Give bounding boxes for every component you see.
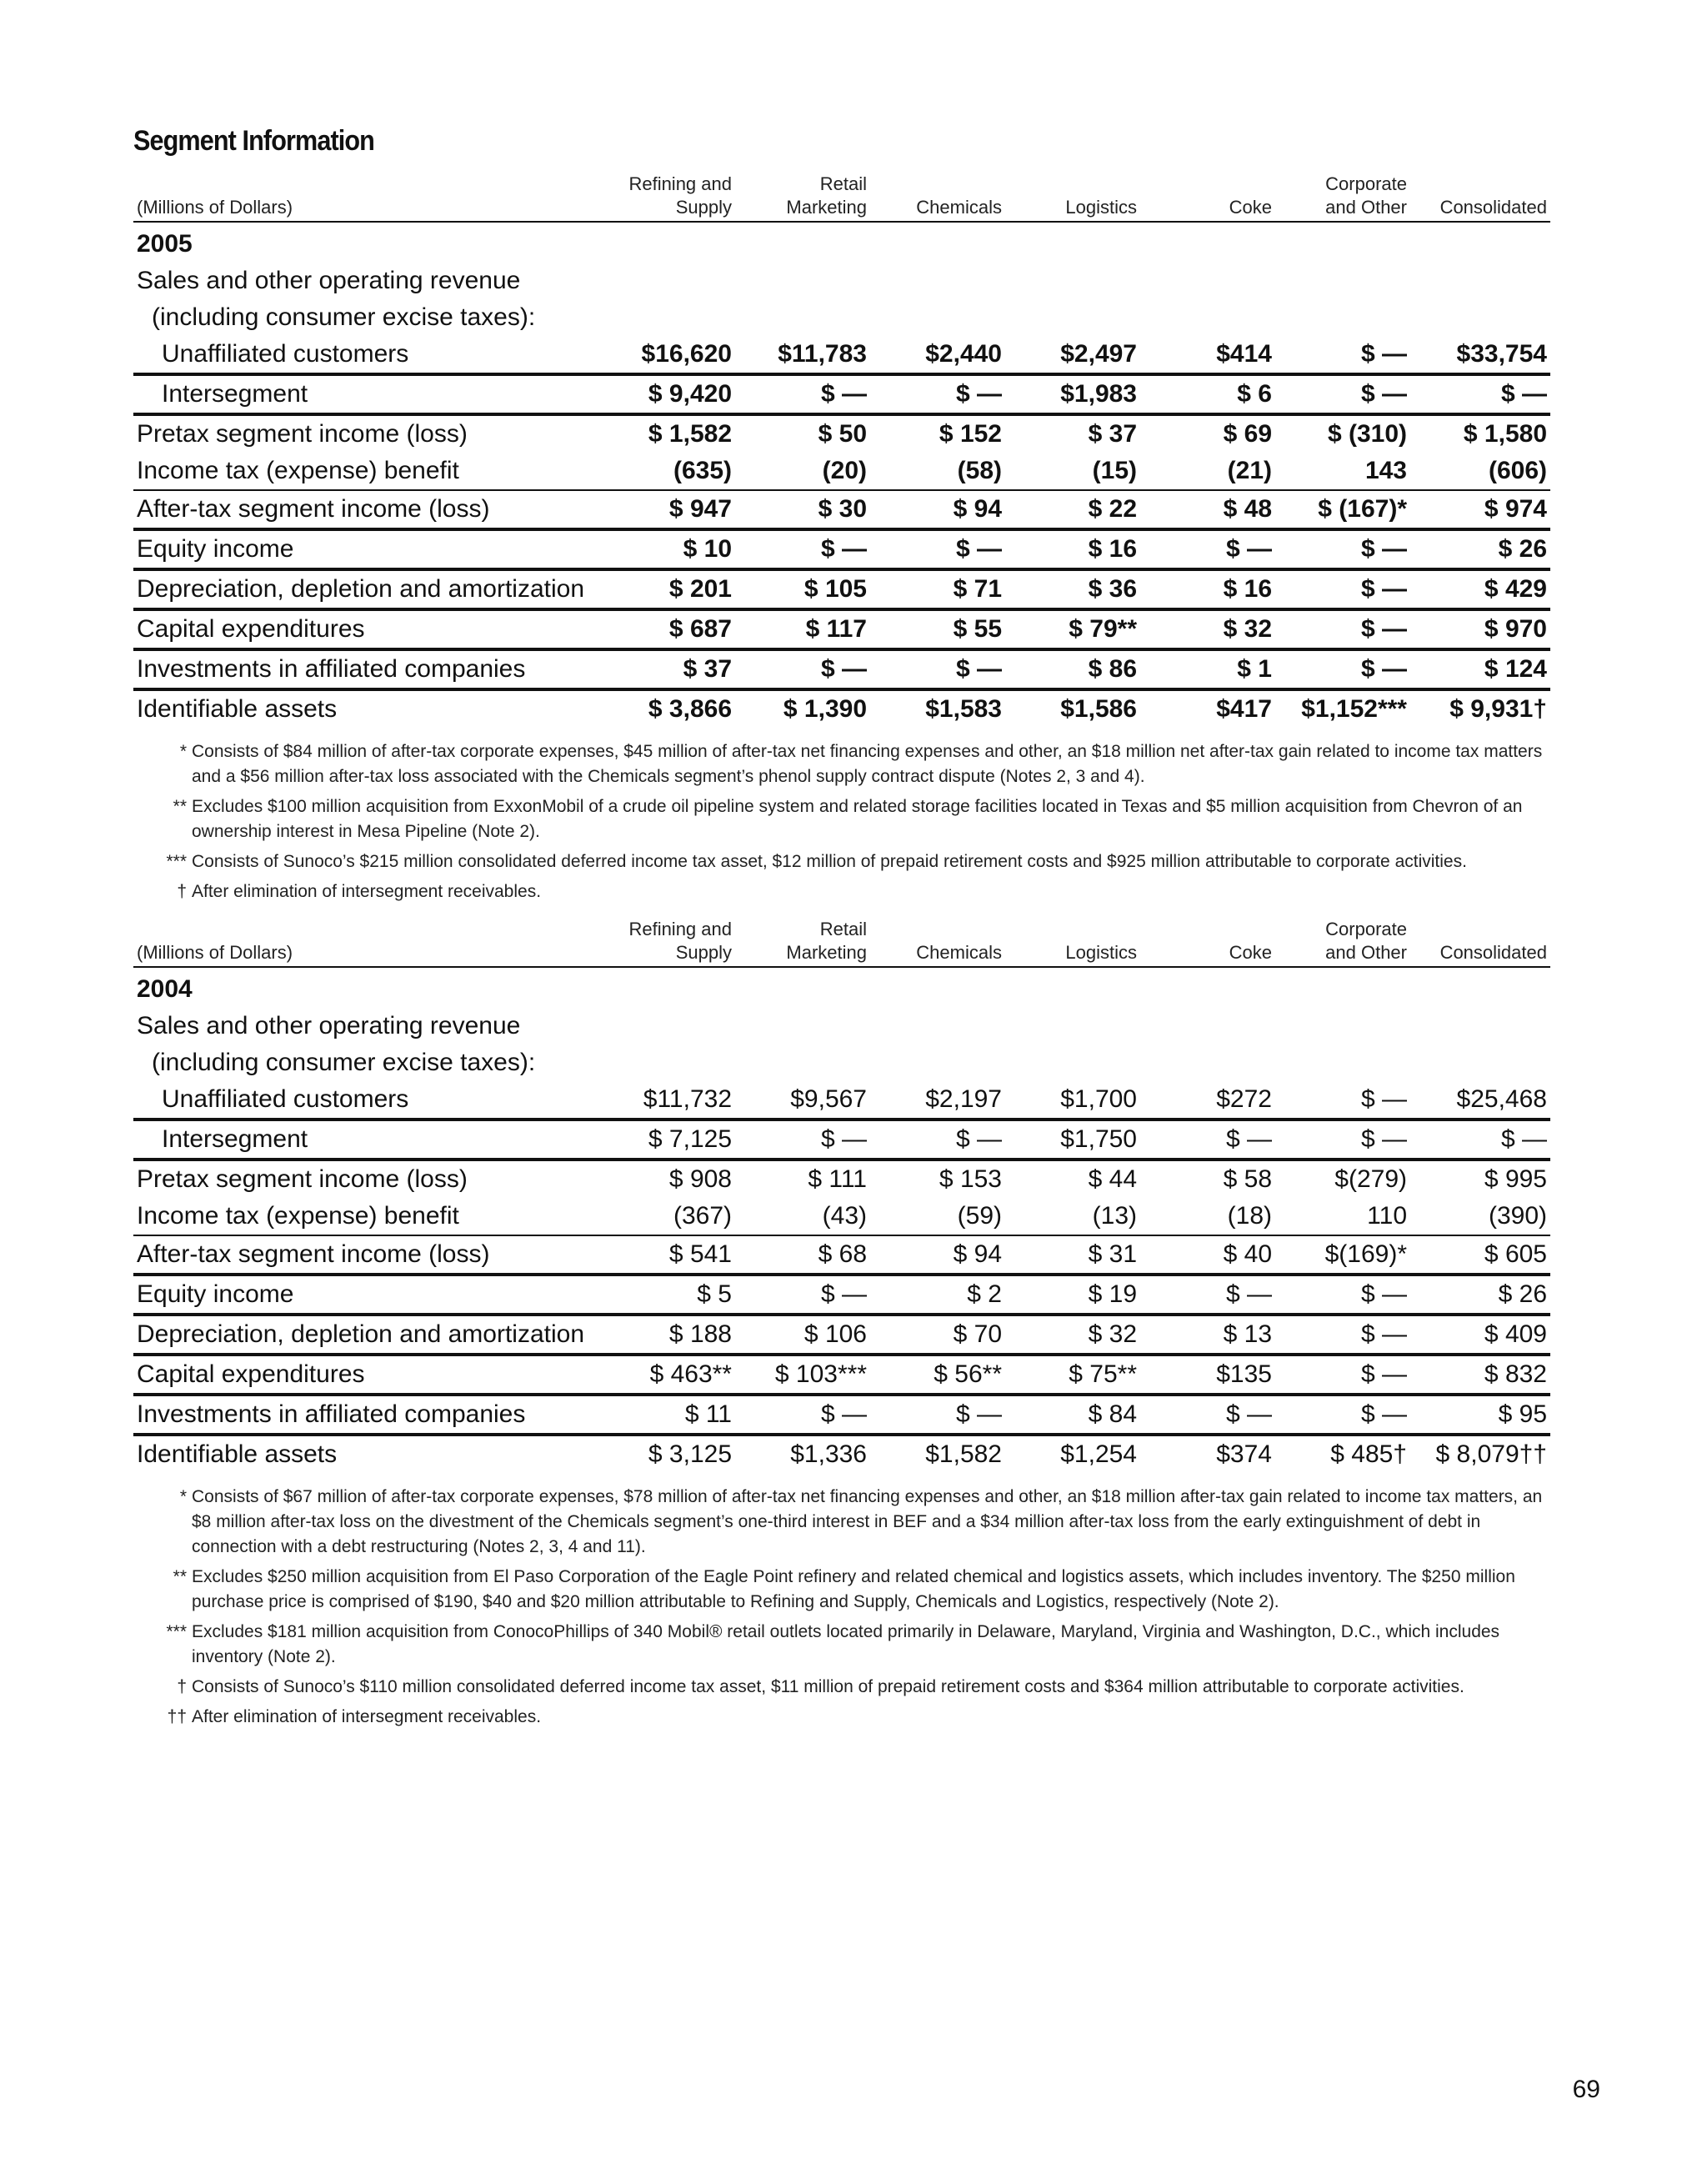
footnote-marker: † bbox=[177, 1677, 187, 1696]
cell-value: $ — bbox=[870, 374, 1005, 414]
cell-value: $ 832 bbox=[1410, 1355, 1550, 1395]
row-label: Pretax segment income (loss) bbox=[133, 414, 600, 453]
cell-value: $ — bbox=[870, 649, 1005, 689]
col-refining-supply: Refining and Supply bbox=[600, 918, 735, 967]
page-title: Segment Information bbox=[133, 125, 374, 157]
cell-value: $ 86 bbox=[1005, 649, 1140, 689]
cell-value: $1,336 bbox=[735, 1435, 870, 1473]
cell-value: $ 56** bbox=[870, 1355, 1005, 1395]
cell-value: $ 58 bbox=[1140, 1160, 1275, 1198]
cell-value: 143 bbox=[1364, 457, 1407, 484]
unit-header: (Millions of Dollars) bbox=[133, 173, 600, 222]
row-label: Capital expenditures bbox=[133, 1355, 600, 1395]
cell-value: $ 9,420 bbox=[600, 374, 735, 414]
year-label: 2005 bbox=[137, 230, 193, 258]
col-chemicals: Chemicals bbox=[870, 173, 1005, 222]
cell-value: $ 19 bbox=[1005, 1275, 1140, 1315]
cell-value: $1,152*** bbox=[1275, 689, 1410, 728]
footnote bbox=[158, 739, 1550, 789]
cell-value: $ — bbox=[735, 1120, 870, 1160]
cell-value: $2,197 bbox=[925, 1085, 1002, 1113]
cell-value: $1,583 bbox=[870, 689, 1005, 728]
footnote-marker: ** bbox=[173, 1567, 187, 1586]
footnote bbox=[158, 794, 1550, 844]
cell-value: $ 1 bbox=[1140, 649, 1275, 689]
cell-value: $ 50 bbox=[735, 414, 870, 453]
cell-value: (15) bbox=[1092, 457, 1137, 484]
cell-value: (13) bbox=[1092, 1202, 1137, 1230]
row-label: Income tax (expense) benefit bbox=[137, 457, 459, 484]
cell-value: $ — bbox=[1275, 1355, 1410, 1395]
cell-value: $ 6 bbox=[1140, 374, 1275, 414]
cell-value: $9,567 bbox=[790, 1085, 867, 1113]
cell-value: $33,754 bbox=[1456, 340, 1547, 368]
cell-value: $1,254 bbox=[1005, 1435, 1140, 1473]
cell-value: $ 153 bbox=[870, 1160, 1005, 1198]
col-logistics: Logistics bbox=[1005, 173, 1140, 222]
segment-table-2004 bbox=[133, 918, 1550, 1473]
cell-value: $ 463** bbox=[600, 1355, 735, 1395]
cell-value: $ 106 bbox=[735, 1315, 870, 1355]
row-label: Unaffiliated customers bbox=[162, 340, 409, 368]
cell-value: $ 1,582 bbox=[600, 414, 735, 453]
cell-value: $ 30 bbox=[735, 490, 870, 529]
cell-value: $ 970 bbox=[1410, 609, 1550, 649]
row-label: Depreciation, depletion and amortization bbox=[133, 569, 600, 609]
table-row bbox=[133, 1198, 1550, 1235]
table-row bbox=[133, 1395, 1550, 1435]
col-logistics: Logistics bbox=[1005, 918, 1140, 967]
cell-value: $ — bbox=[735, 1275, 870, 1315]
table-row bbox=[133, 453, 1550, 490]
cell-value: $ 687 bbox=[600, 609, 735, 649]
cell-value: $ 8,079†† bbox=[1410, 1435, 1550, 1473]
cell-value: $ 37 bbox=[1005, 414, 1140, 453]
col-consolidated: Consolidated bbox=[1410, 918, 1550, 967]
cell-value: $ 3,125 bbox=[600, 1435, 735, 1473]
cell-value: (390) bbox=[1488, 1202, 1547, 1230]
cell-value: $2,497 bbox=[1060, 340, 1137, 368]
cell-value: $ 485† bbox=[1275, 1435, 1410, 1473]
col-refining-supply: Refining and Supply bbox=[600, 173, 735, 222]
sales-label-line1: Sales and other operating revenue bbox=[137, 267, 521, 294]
cell-value: $417 bbox=[1140, 689, 1275, 728]
cell-value: $ 9,931† bbox=[1410, 689, 1550, 728]
cell-value: $ 55 bbox=[870, 609, 1005, 649]
cell-value: $ 117 bbox=[735, 609, 870, 649]
cell-value: $ 429 bbox=[1410, 569, 1550, 609]
table-row bbox=[133, 1355, 1550, 1395]
cell-value: (367) bbox=[673, 1202, 732, 1230]
cell-value: $ 111 bbox=[735, 1160, 870, 1198]
cell-value: $ 69 bbox=[1140, 414, 1275, 453]
cell-value: $(279) bbox=[1275, 1160, 1410, 1198]
footnote-text: Consists of Sunoco’s $215 million consolidated deferred income tax asset, $12 million of prepaid retirement costs and $925 million attributable to corporate activities. bbox=[192, 852, 1467, 871]
table-row bbox=[133, 490, 1550, 529]
footnote bbox=[158, 1565, 1550, 1615]
table-row bbox=[133, 649, 1550, 689]
sales-label-line1: Sales and other operating revenue bbox=[137, 1012, 521, 1039]
footnote bbox=[158, 1620, 1550, 1670]
cell-value: $ 995 bbox=[1410, 1160, 1550, 1198]
cell-value: $ 37 bbox=[600, 649, 735, 689]
cell-value: $ — bbox=[1140, 529, 1275, 569]
footnote-marker: * bbox=[179, 742, 187, 761]
table-row bbox=[133, 1315, 1550, 1355]
row-label: Depreciation, depletion and amortization bbox=[133, 1315, 600, 1355]
row-label: Intersegment bbox=[133, 374, 600, 414]
cell-value: 110 bbox=[1367, 1202, 1407, 1230]
cell-value: $ 84 bbox=[1005, 1395, 1140, 1435]
cell-value: $135 bbox=[1140, 1355, 1275, 1395]
footnote-text: Consists of $84 million of after-tax corporate expenses, $45 million of after-tax net financing expenses and other, an $18 million net after-tax gain related to income tax matters and a $56 million after-tax loss associated with the Chemicals segment’s phenol supply contract dispute (Notes 2, 3 and 4). bbox=[192, 742, 1543, 786]
footnote-text: Excludes $250 million acquisition from El Paso Corporation of the Eagle Point refinery and related chemical and logistics assets, which includes inventory. The $250 million purchase price is comprised of $190, $40 and $20 million attributable to Refining and Supply, Chemicals and Logistics, respectively (Note 2). bbox=[192, 1567, 1515, 1611]
cell-value: $ 13 bbox=[1140, 1315, 1275, 1355]
table-row bbox=[133, 609, 1550, 649]
cell-value: $ 22 bbox=[1005, 490, 1140, 529]
cell-value: (635) bbox=[673, 457, 732, 484]
table-row bbox=[133, 1120, 1550, 1160]
cell-value: $ — bbox=[870, 529, 1005, 569]
cell-value: $11,783 bbox=[778, 340, 867, 368]
cell-value: $ — bbox=[1275, 1120, 1410, 1160]
cell-value: $414 bbox=[1216, 340, 1272, 368]
cell-value: $ 71 bbox=[870, 569, 1005, 609]
footnote-marker: †† bbox=[167, 1707, 187, 1726]
cell-value: $ 75** bbox=[1005, 1355, 1140, 1395]
cell-value: $ — bbox=[1360, 1085, 1407, 1113]
sales-label-line2: (including consumer excise taxes): bbox=[152, 303, 536, 331]
cell-value: $ — bbox=[1140, 1395, 1275, 1435]
row-label: Income tax (expense) benefit bbox=[137, 1202, 459, 1230]
segment-table-2005 bbox=[133, 173, 1550, 728]
cell-value: $ 26 bbox=[1410, 1275, 1550, 1315]
table-row bbox=[133, 529, 1550, 569]
footnote-marker: ** bbox=[173, 797, 187, 816]
footnote-text: Consists of $67 million of after-tax corporate expenses, $78 million of after-tax net financing expenses and other, an $18 million after-tax gain related to income tax matters, an $8 million after-tax loss on the divestment of the Chemicals segment’s one-third interest in BEF and a $34 million after-tax loss from the early extinguishment of debt in connection with a debt restructuring (Notes 2, 3, 4 and 11). bbox=[192, 1487, 1543, 1556]
row-label: Intersegment bbox=[133, 1120, 600, 1160]
cell-value: $ — bbox=[1360, 340, 1407, 368]
cell-value: $(169)* bbox=[1275, 1235, 1410, 1275]
cell-value: $ — bbox=[1410, 374, 1550, 414]
cell-value: $ 48 bbox=[1140, 490, 1275, 529]
cell-value: $ — bbox=[1275, 569, 1410, 609]
cell-value: $272 bbox=[1216, 1085, 1272, 1113]
cell-value: $ 5 bbox=[600, 1275, 735, 1315]
cell-value: $ — bbox=[870, 1395, 1005, 1435]
cell-value: $ 974 bbox=[1410, 490, 1550, 529]
cell-value: (18) bbox=[1227, 1202, 1272, 1230]
cell-value: $2,440 bbox=[925, 340, 1002, 368]
cell-value: $ 40 bbox=[1140, 1235, 1275, 1275]
cell-value: $1,983 bbox=[1005, 374, 1140, 414]
cell-value: $ — bbox=[870, 1120, 1005, 1160]
cell-value: $ — bbox=[1275, 1315, 1410, 1355]
col-consolidated: Consolidated bbox=[1410, 173, 1550, 222]
segment-information-page bbox=[133, 125, 1550, 1743]
cell-value: $ 105 bbox=[735, 569, 870, 609]
cell-value: $ 201 bbox=[600, 569, 735, 609]
cell-value: $ — bbox=[1410, 1120, 1550, 1160]
cell-value: (20) bbox=[822, 457, 867, 484]
table-row bbox=[133, 1160, 1550, 1198]
footnote-text: Excludes $181 million acquisition from ConocoPhillips of 340 Mobil® retail outlets located primarily in Delaware, Maryland, Virginia and Washington, D.C., which includes inventory (Note 2). bbox=[192, 1622, 1500, 1666]
cell-value: $ 605 bbox=[1410, 1235, 1550, 1275]
unit-header: (Millions of Dollars) bbox=[133, 918, 600, 967]
cell-value: $374 bbox=[1140, 1435, 1275, 1473]
cell-value: $ 124 bbox=[1410, 649, 1550, 689]
col-coke: Coke bbox=[1140, 918, 1275, 967]
cell-value: $ — bbox=[1140, 1120, 1275, 1160]
table-row bbox=[133, 1235, 1550, 1275]
cell-value: $ — bbox=[735, 649, 870, 689]
cell-value: $ 44 bbox=[1005, 1160, 1140, 1198]
cell-value: $ — bbox=[1275, 1275, 1410, 1315]
table-row bbox=[133, 1081, 1550, 1120]
cell-value: $ 32 bbox=[1005, 1315, 1140, 1355]
cell-value: $ 94 bbox=[870, 490, 1005, 529]
row-label: Equity income bbox=[133, 1275, 600, 1315]
row-label: Equity income bbox=[133, 529, 600, 569]
table-row bbox=[133, 689, 1550, 728]
cell-value: $ — bbox=[1275, 649, 1410, 689]
cell-value: $ 16 bbox=[1140, 569, 1275, 609]
row-label: Investments in affiliated companies bbox=[133, 649, 600, 689]
cell-value: $ 947 bbox=[600, 490, 735, 529]
cell-value: $ (310) bbox=[1275, 414, 1410, 453]
cell-value: $ 79** bbox=[1005, 609, 1140, 649]
cell-value: $ 409 bbox=[1410, 1315, 1550, 1355]
col-retail-marketing: Retail Marketing bbox=[735, 173, 870, 222]
cell-value: $ — bbox=[1275, 609, 1410, 649]
cell-value: $ (167)* bbox=[1275, 490, 1410, 529]
cell-value: $ 908 bbox=[600, 1160, 735, 1198]
cell-value: $ 152 bbox=[870, 414, 1005, 453]
footnote bbox=[158, 1675, 1550, 1700]
footnote bbox=[158, 1705, 1550, 1730]
table-row bbox=[133, 1435, 1550, 1473]
cell-value: $1,700 bbox=[1060, 1085, 1137, 1113]
table-row bbox=[133, 569, 1550, 609]
column-header-row bbox=[133, 173, 1550, 222]
cell-value: $ 94 bbox=[870, 1235, 1005, 1275]
page-number: 69 bbox=[1572, 2076, 1600, 2103]
row-label: After-tax segment income (loss) bbox=[133, 490, 600, 529]
row-label: Identifiable assets bbox=[133, 689, 600, 728]
footnote-marker: † bbox=[177, 882, 187, 901]
cell-value: $ — bbox=[735, 529, 870, 569]
cell-value: (606) bbox=[1488, 457, 1547, 484]
footnote bbox=[158, 1485, 1550, 1560]
cell-value: $ 7,125 bbox=[600, 1120, 735, 1160]
cell-value: $ — bbox=[735, 1395, 870, 1435]
cell-value: $1,750 bbox=[1005, 1120, 1140, 1160]
cell-value: $11,732 bbox=[643, 1085, 732, 1113]
row-label: After-tax segment income (loss) bbox=[133, 1235, 600, 1275]
column-header-row bbox=[133, 918, 1550, 967]
cell-value: $ — bbox=[735, 374, 870, 414]
table-row bbox=[133, 374, 1550, 414]
footnote-marker: *** bbox=[166, 852, 187, 871]
cell-value: $16,620 bbox=[641, 340, 732, 368]
cell-value: $ 95 bbox=[1410, 1395, 1550, 1435]
footnote bbox=[158, 879, 1550, 904]
footnote-text: Consists of Sunoco’s $110 million consolidated deferred income tax asset, $11 million of prepaid retirement costs and $364 million attributable to corporate activities. bbox=[192, 1677, 1464, 1696]
cell-value: $ 2 bbox=[870, 1275, 1005, 1315]
cell-value: (43) bbox=[822, 1202, 867, 1230]
cell-value: $ — bbox=[1275, 374, 1410, 414]
footnote-text: Excludes $100 million acquisition from ExxonMobil of a crude oil pipeline system and related storage facilities located in Texas and $5 million acquisition from Chevron of an ownership interest in Mesa Pipeline (Note 2). bbox=[192, 797, 1523, 841]
cell-value: $ 26 bbox=[1410, 529, 1550, 569]
cell-value: $ — bbox=[1275, 1395, 1410, 1435]
cell-value: $ 10 bbox=[600, 529, 735, 569]
cell-value: $ — bbox=[1275, 529, 1410, 569]
cell-value: $25,468 bbox=[1456, 1085, 1547, 1113]
cell-value: (21) bbox=[1227, 457, 1272, 484]
col-chemicals: Chemicals bbox=[870, 918, 1005, 967]
footnotes-2004 bbox=[133, 1485, 1550, 1730]
cell-value: $ 32 bbox=[1140, 609, 1275, 649]
cell-value: $ 36 bbox=[1005, 569, 1140, 609]
footnote bbox=[158, 849, 1550, 874]
cell-value: $ 188 bbox=[600, 1315, 735, 1355]
cell-value: $ 68 bbox=[735, 1235, 870, 1275]
table-row bbox=[133, 1275, 1550, 1315]
cell-value: $ — bbox=[1140, 1275, 1275, 1315]
cell-value: $ 1,390 bbox=[735, 689, 870, 728]
cell-value: (59) bbox=[957, 1202, 1002, 1230]
cell-value: $ 31 bbox=[1005, 1235, 1140, 1275]
sales-label-line2: (including consumer excise taxes): bbox=[152, 1049, 536, 1076]
table-row bbox=[133, 414, 1550, 453]
cell-value: $1,586 bbox=[1005, 689, 1140, 728]
row-label: Capital expenditures bbox=[133, 609, 600, 649]
footnote-marker: *** bbox=[166, 1622, 187, 1641]
table-row bbox=[133, 336, 1550, 374]
year-label: 2004 bbox=[137, 975, 193, 1003]
cell-value: $1,582 bbox=[870, 1435, 1005, 1473]
cell-value: $ 16 bbox=[1005, 529, 1140, 569]
row-label: Investments in affiliated companies bbox=[133, 1395, 600, 1435]
cell-value: $ 541 bbox=[600, 1235, 735, 1275]
footnotes-2005 bbox=[133, 739, 1550, 904]
row-label: Pretax segment income (loss) bbox=[133, 1160, 600, 1198]
col-retail-marketing: Retail Marketing bbox=[735, 918, 870, 967]
footnote-text: After elimination of intersegment receivables. bbox=[192, 1707, 542, 1726]
cell-value: $ 103*** bbox=[735, 1355, 870, 1395]
cell-value: $ 3,866 bbox=[600, 689, 735, 728]
cell-value: $ 11 bbox=[600, 1395, 735, 1435]
cell-value: (58) bbox=[957, 457, 1002, 484]
footnote-text: After elimination of intersegment receivables. bbox=[192, 882, 542, 901]
row-label: Unaffiliated customers bbox=[162, 1085, 409, 1113]
footnote-marker: * bbox=[179, 1487, 187, 1506]
col-corporate-other: Corporate and Other bbox=[1275, 173, 1410, 222]
col-corporate-other: Corporate and Other bbox=[1275, 918, 1410, 967]
cell-value: $ 70 bbox=[870, 1315, 1005, 1355]
row-label: Identifiable assets bbox=[133, 1435, 600, 1473]
cell-value: $ 1,580 bbox=[1410, 414, 1550, 453]
col-coke: Coke bbox=[1140, 173, 1275, 222]
